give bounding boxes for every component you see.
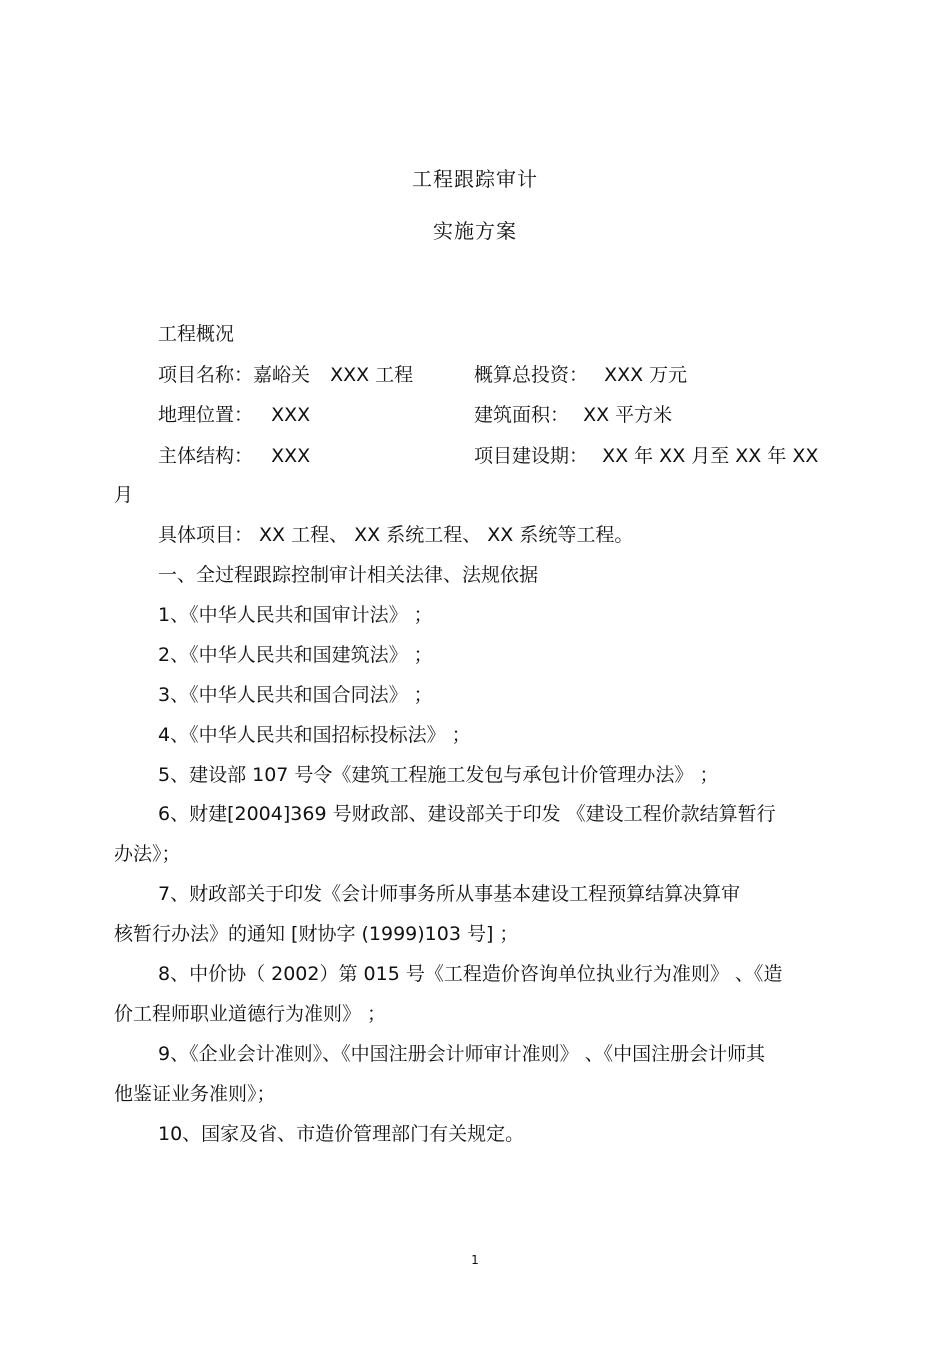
- regulation-item: 2、《中华人民共和国建筑法》 ；: [158, 644, 433, 666]
- project-name-value: XXX 工程: [330, 364, 414, 386]
- period: [474, 443, 818, 469]
- budget: [474, 362, 687, 388]
- regulation-item-continued: 核暂行办法》的通知 [财协字 (1999)103 号] ；: [114, 923, 519, 945]
- budget-value: XXX 万元: [604, 364, 688, 386]
- structure: [158, 443, 310, 469]
- area: [474, 402, 672, 428]
- structure-value: XXX: [271, 445, 311, 467]
- area-value: XX 平方米: [583, 404, 673, 426]
- regulation-item: 8、中价协（ 2002）第 015 号《工程造价咨询单位执业行为准则》 、《造: [158, 963, 783, 985]
- project-name: [158, 362, 413, 388]
- structure-label: 主体结构：: [158, 445, 254, 467]
- area-label: 建筑面积：: [474, 404, 570, 426]
- location: [158, 402, 310, 428]
- regulation-item: 6、财建[2004]369 号财政部、建设部关于印发 《建设工程价款结算暂行: [158, 803, 776, 825]
- period-value: XX 年 XX 月至 XX 年 XX: [602, 445, 819, 467]
- regulation-item: 9、《企业会计准则》、《中国注册会计师审计准则》 、《中国注册会计师其: [158, 1043, 766, 1065]
- specific-items: 具体项目： XX 工程、 XX 系统工程、 XX 系统等工程。: [158, 524, 634, 546]
- regulation-item: 10、国家及省、市造价管理部门有关规定。: [158, 1123, 525, 1145]
- overview-heading: 工程概况: [158, 323, 235, 345]
- budget-label: 概算总投资：: [474, 364, 589, 386]
- regulation-item-continued: 办法》；: [114, 843, 181, 865]
- regulation-item: 1、《中华人民共和国审计法》 ；: [158, 604, 433, 626]
- regulation-item-continued: 价工程师职业道德行为准则》 ；: [114, 1003, 387, 1025]
- document-title: 工程跟踪审计: [412, 167, 538, 191]
- location-label: 地理位置：: [158, 404, 254, 426]
- period-wrap: 月: [114, 484, 134, 506]
- document-subtitle: 实施方案: [433, 219, 517, 243]
- period-label: 项目建设期：: [474, 445, 589, 467]
- regulation-item-continued: 他鉴证业务准则》；: [114, 1083, 276, 1105]
- regulation-item: 7、财政部关于印发《会计师事务所从事基本建设工程预算结算决算审: [158, 883, 741, 905]
- location-value: XXX: [271, 404, 311, 426]
- regulation-item: 5、建设部 107 号令《建筑工程施工发包与承包计价管理办法》 ；: [158, 764, 719, 786]
- regulation-item: 3、《中华人民共和国合同法》 ；: [158, 684, 433, 706]
- project-name-label: 项目名称：嘉峪关: [158, 364, 311, 386]
- page-number: 1: [471, 1253, 479, 1267]
- section-heading: 一、全过程跟踪控制审计相关法律、法规依据: [158, 564, 539, 586]
- regulation-item: 4、《中华人民共和国招标投标法》 ；: [158, 724, 471, 746]
